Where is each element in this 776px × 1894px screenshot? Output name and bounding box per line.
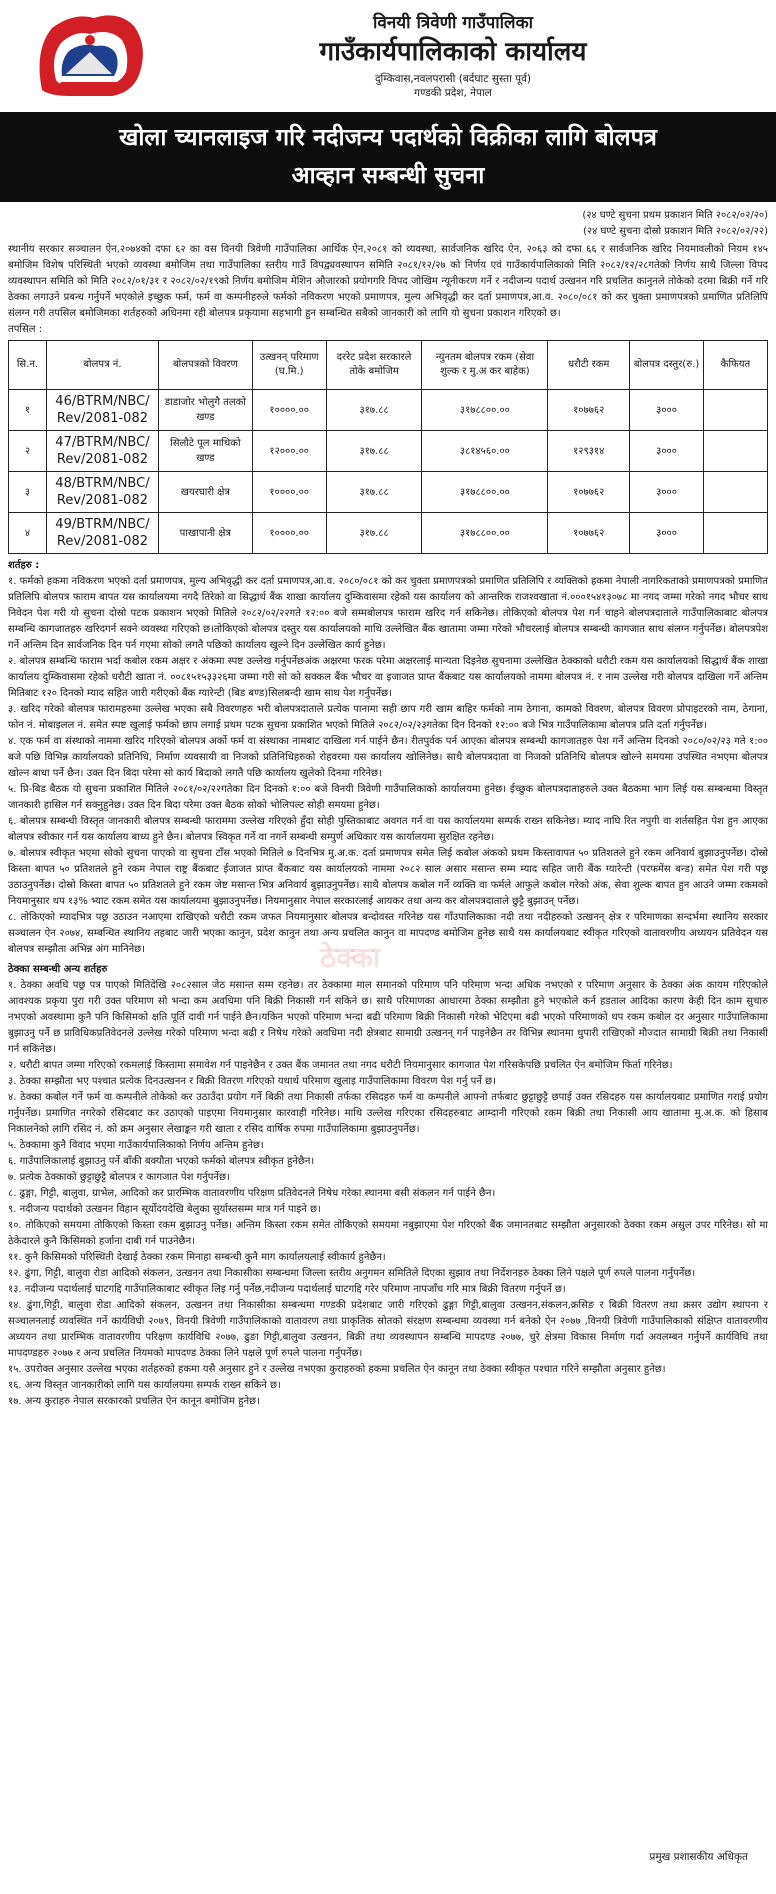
cell-sn: ३	[9, 472, 47, 513]
term-text: अन्य कुराहरु नेपाल सरकारको प्रचलित ऐन कानून बमोजिम हुनेछ।	[24, 1396, 260, 1407]
term-number: ६.	[8, 816, 17, 827]
other-term-item	[8, 1138, 768, 1154]
term-item	[8, 702, 768, 734]
cell-deposit: १०७७६२	[548, 472, 630, 513]
other-term-item	[8, 1266, 768, 1282]
term-number: ५.	[8, 784, 17, 795]
term-number: १.	[8, 980, 17, 991]
term-text: बोलपत्र सम्बन्धी विस्तृत जानकारी बोलपत्र सम्बन्धी फाराममा उल्लेख गरिएको हुँदा सोही पुस्तिकाबाट अवगत गर्न वा यस कार्यालयमा सम्पर्क राख्न सकिनेछ। म्याद नाघि रित नपुगी वा शर्तसहित पेश हुन आएका बोलपत्र स्वीकार गर्न यस कार्यालय बाध्य हुने छैन। बोलपत्र स्विकृत गर्ने वा नगर्ने सम्बन्धी सम्पुर्ण अधिकार यस कार्यालयमा सुरक्षित रहनेछ।	[8, 816, 768, 843]
cell-rate: ३१७.८८	[326, 513, 422, 554]
table-row	[9, 472, 768, 513]
cell-deposit: १०७७६२	[548, 390, 630, 431]
office-name: गाउँकार्यपालिकाको कार्यालय	[319, 37, 587, 67]
cell-deposit: १०७७६२	[548, 513, 630, 554]
term-text: ढुंगा, गिट्टी, बालुवा रोडा आदिको संकलन, उत्खनन तथा निकासीका सम्बन्धमा जिल्ला स्तरीय अनुगमन समितिले दिएका सुझाव तथा निर्देशनहरु ठेक्का लिने पक्षले पूर्ण रुपले पालना गर्नुपर्नेछ।	[24, 1268, 696, 1279]
term-text: तोकिएको समयमा तोकिएको किस्ता रकम बुझाउनु पर्नेछ। अन्तिम किस्ता रकम समेत तोकिएको समयमा नबुझाएमा पेश गरिएको बैंक जमानतबाट सम्झौता अनुसारको ठेक्का रकम असुल उपर गरिनेछ। सो मा ठेकेदारले कुनै किसिमको हर्जाना दाबी गर्न पाउनेछैन।	[8, 1220, 769, 1247]
other-term-item	[8, 1218, 768, 1250]
cell-quantity: १२०००.००	[252, 431, 326, 472]
cell-bid-no: 49/BTRM/NBC/ Rev/2081-082	[46, 513, 158, 554]
term-number: १२.	[8, 1268, 22, 1279]
term-text: खरिद गरेको बोलपत्र फारामहरुमा उल्लेख भएका सबै विवरणहरु भरी बोलपत्रदाताले प्रत्येक पानामा सही छाप गरी खाम बाहिर फर्मको नाम ठेगाना, कामको विवरण, बोलपत्र विवरण प्रोपाइटरको नाम, ठेगाना, फोन नं. मोबाइलल नं. समेत स्पष्ट खुलाई फर्मको छाप लगाई प्रथम पटक सुचना प्रकाशित भएको मितिले २०८२/०२/२३गतेका दिन दिनको १२:०० बजे भित्र गाउँपालिकामा बोलपत्र प्रति दर्ता गर्नुपर्नेछ।	[8, 704, 768, 731]
term-item	[8, 654, 768, 702]
cell-remarks	[704, 472, 768, 513]
cell-min-bid: ३१७८८००.००	[422, 472, 548, 513]
term-text: बोलपत्र सम्बन्धि फाराम भर्दा कबोल रकम अक्षर र अंकमा स्पष्ट उल्लेख गर्नुपर्नेछअंक अक्षरमा फरक परेमा अक्षरलाई मान्यता दिइनेछ सुचनामा उल्लेखित ठेक्काको धरौटी रकम यस कार्यालयको सिद्धार्थ बैंक शाखा कार्यालय दुम्किवासमा रहेको धरौटी खाता नं. ००८१५१५३३२६मा जम्मा गरी सो को सक्कल बैंक भौचर वा इजाजत प्राप्त बैंकबाट यस कार्यालयको नाममा बोलपत्र नं. र नाम उल्लेख गरी बोलपत्र दाखिला गर्ने अन्तिम मितिबाट १२० दिनको म्याद सहित जारी गरीएको बैंक ग्यारेन्टी (बिड बण्ड)सिलबन्दी खाम साथ पेश गर्नुपर्नेछ।	[8, 656, 768, 699]
col-header-min-bid: न्युनतम बोलपत्र रकम (सेवा शुल्क र मु.अ कर बाहेक)	[422, 341, 548, 390]
term-text: ढुङ्गा, गिट्टी, बालुवा, ग्राभेल, आदिको कर प्रारम्भिक वातावरणीय परिक्षण प्रतिवेदनले निषेध गरेका स्थानमा बसी संकलन गर्न पाईने छैन।	[19, 1188, 496, 1199]
municipality-emblem-icon	[30, 10, 150, 102]
term-number: ८.	[8, 912, 17, 923]
term-item	[8, 814, 768, 846]
terms-list	[0, 574, 776, 958]
notice-title-banner	[0, 112, 776, 202]
term-text: कुनै किसिमको परिस्थिती देखाई ठेक्का रकम मिनाहा सम्बन्धी कुनै माग कार्यालयलाई स्वीकार्य हुनेछैन।	[24, 1252, 386, 1263]
term-number: ९.	[8, 1204, 17, 1215]
province-line: गण्डकी प्रदेश, नेपाल	[414, 87, 492, 99]
cell-description: डाडाजोर भोलुगै तलको खण्ड	[158, 390, 252, 431]
second-publication-date: (२४ घण्टे सुचना दोस्रो प्रकाशन मिति २०८२/०२/२२)	[583, 226, 768, 237]
bid-lots-table	[8, 340, 768, 554]
cell-sn: १	[9, 390, 47, 431]
intro-paragraph: स्थानीय सरकार सञ्चालन ऐन,२०७४को दफा ६२ का वस विनयी त्रिवेणी गाउँपालिका आर्थिक ऐन,२०८१ को व्यवस्था, सार्वजनिक खरिद ऐन, २०६३ को दफा ६६ र सार्वजनिक खरिद नियमावलीको नियम १४५ बमोजिम विशेष परिस्थिती भएको व्यवस्था बमोजिम तथा गाउँपालिका स्तरीय गाउँ विपद्व्यवस्थापन समिति २०८१/१२/२७ को निर्णय एवं गाउँकार्यपालिकाको मिति २०८२/१२/२८गतेको निर्णय साथै जिल्ला विपद व्यवस्थापन समिति को मिति २०८२/०१/३१ र २०८२/०२/१९को निर्णय बमोजिम मेशिन औजारको प्रयोगगरि विपद जोखिम न्यूनीकरण गर्ने र नदीजन्य पदार्थ उत्खनन गरि प्रचलित कानुनले तोकेको दरमा बिक्री गर्ने गरि ठेक्का लगाउने प्रबन्ध गर्नुपर्ने भएकोले इच्छुक फर्म, फर्म वा कम्पनीहरुले फर्मको नविकरण भएको प्रमाणपत्र, मुल्य अभिवृद्धी कर दर्ता प्रमाणपत्र,आ.व. २०८०/०८१ को कर चुक्ता प्रमाणपत्रको प्रमाणित प्रतिलिपि संलग्न गरी तपसिल बमोजिमका शर्तहरुको अधिनमा रही बोलपत्र प्रकृयामा सहभागी हुन सम्बन्धित सबैको जानकारी को लागि यो सुचना प्रकाशन गरिएको छ।	[8, 244, 768, 319]
term-text: प्रि-बिड बैठक यो सुचना प्रकाशित मितिले २०८१/०२/२२गतेका दिन दिनको १:०० बजे विनयी त्रिवेणी गाउँपालिकाको कार्यालयमा हुनेछ। ईच्छुक बोलपत्रदाताहरुले उक्त बैठकमा भाग लिई यस सम्बन्धमा विस्तृत जानकारी हासिल गर्न सक्नुहुनेछ। उक्त दिन बिदा परेमा उक्त बैठक सोको भोलिपल्ट सोही समयमा हुनेछ।	[8, 784, 768, 811]
col-header-deposit: धरौटी रकम	[548, 341, 630, 390]
cell-fee: ३०००	[630, 513, 704, 554]
term-text: बोलपत्र स्वीकृत भएमा सोको सुचना पाएको वा सुचना टाँस भएको मितिले ७ दिनभित्र मु.अ.क. दर्ता प्रमाणपत्र समेत लिई कबोल अंकको प्रथम किस्तावापत ५० प्रतिशतले हुने रकम अनिवार्य बुझाउनुपर्नेछ। दोस्रो किस्ता बापत ५० प्रतिशतले हुने रकम नेपाल राष्ट्र बैंकबाट ईजाजत प्राप्त बैंकबाट यस कार्यालयको नाममा २०८२ साल असार मसान्त सम्म म्याद सहित जारी बैंक ग्यारेन्टी (परफमेंस बन्ड) समेत पेश गरी पछ्र उठाउनुपर्नेछ। दोस्रो किस्ता बापत ५० प्रतिशतले हुने रकम जेष्ट मसान्त भित्र अनिवार्य बुझाउनुपर्नेछ। साथै बोलपत्र कबोल गर्ने व्यक्ति वा फर्मले आफुले कबोल गरेको अंक, सेवा शुल्क बापत हुन आउने जम्मा रकमको नियमानुसार थप १३% भ्याट रकम समेत यस कार्यालयमा बुझाउनुपर्नेछ। नियमानुसार नेपाल सरकारलाई आयकर तथा अन्य कर बोलपत्रदाताले छुट्टै बुझाउन् पर्नेछ।	[8, 848, 768, 907]
term-item	[8, 782, 768, 814]
col-header-bid-no: बोलपत्र नं.	[46, 341, 158, 390]
term-text: नदीजन्य पदार्थलाई घाटगद्दि गाउँपालिकाबाट स्वीकृत लिइ गर्नु पर्नेछ,नदीजन्य पदार्थलाई घाटगद्दि गरेर परिमाण नापजाँच गरि मात्र बिक्री वितरण गर्नुपर्ने छ।	[24, 1284, 566, 1295]
other-term-item	[8, 1394, 768, 1410]
cell-fee: ३०००	[630, 390, 704, 431]
other-term-item	[8, 1378, 768, 1394]
municipality-name: विनयी त्रिवेणी गाउँपालिका	[372, 13, 534, 33]
terms-heading: शर्तहरु :	[8, 560, 40, 571]
cell-bid-no: 46/BTRM/NBC/ Rev/2081-082	[46, 390, 158, 431]
cell-quantity: १००००.००	[252, 390, 326, 431]
letterhead	[0, 0, 776, 110]
term-number: १०.	[8, 1220, 22, 1231]
cell-rate: ३१७.८८	[326, 431, 422, 472]
cell-quantity: १००००.००	[252, 472, 326, 513]
term-number: ३.	[8, 1076, 17, 1087]
term-number: ११.	[8, 1252, 22, 1263]
term-number: ३.	[8, 704, 17, 715]
term-number: १५.	[8, 1364, 22, 1375]
other-terms-list	[0, 978, 776, 1410]
publication-dates	[0, 202, 776, 240]
term-number: १७.	[8, 1396, 22, 1407]
term-number: १६.	[8, 1380, 22, 1391]
other-term-item	[8, 978, 768, 1058]
col-header-rate: दररेट प्रदेश सरकारले तोके बमोजिम	[326, 341, 422, 390]
term-number: ७.	[8, 848, 17, 859]
other-term-item	[8, 1058, 768, 1074]
term-item	[8, 574, 768, 654]
term-item	[8, 734, 768, 782]
other-term-item	[8, 1074, 768, 1090]
term-number: १४.	[8, 1300, 22, 1311]
term-number: ५.	[8, 1140, 17, 1151]
term-text: ठेक्का अवधि पछ्र पत्र पाएको मितिदेखि २०८२साल जेठ मसान्त सम्म रहनेछ। तर ठेक्कामा माल समानको परिमाण पनि परिमाण भन्दा अधिक नभएको र परिमाण अनुसार के ठेक्का अंक कायम गरिएकोले आवश्यक प्रकृया पुरा गरी उक्त परिमाण सो भन्दा कम अवधिमा पनि बिक्री निकासी गर्न सकिने छ। साथै परिमाणका आधारमा ठेक्का सम्झौता हुने भएकोले कर्न हडताल आदिका कारण केही दिन काम सुचारु नभएको अवस्थामा कुनै पनि किसिमको क्षति पूर्ति दावी गर्न पाईने छैन।यकिन भएको परिमाण भन्दा बढी परिमाण बिक्री निकासी गरेको भेटिएमा बढी भएको परिमाणको थप रकम कबोल दर अनुसार गाउँपालिकामा बुझाउनु पर्ने छ प्राविधिकप्रतिवेदनले उल्लेख गरेको परिमाण भन्दा बढी र निषेध गरेको अवधिमा नदी क्षेत्रबाट सामाग्री उत्खनन् गर्न पाइनेछैन तर विभिन्न स्थानमा थुपारी राखिएको मौज्दात सामाग्री बिक्री तथा निकासी गर्न सकिनेछ।	[8, 980, 768, 1055]
term-item	[8, 846, 768, 910]
cell-min-bid: ३८१४५६०.००	[422, 431, 548, 472]
first-publication-date: (२४ घण्टे सुचना प्रथम प्रकाशन मिति २०८२/०२/२०)	[582, 210, 768, 221]
term-number: २.	[8, 1060, 17, 1071]
table-row	[9, 513, 768, 554]
other-term-item	[8, 1090, 768, 1138]
cell-rate: ३१७.८८	[326, 390, 422, 431]
cell-rate: ३१७.८८	[326, 472, 422, 513]
term-number: १३.	[8, 1284, 22, 1295]
term-text: नदीजन्य पदार्थको उत्खनन विहान सूर्योदयदेखि बेलुका सुर्यास्तसम्म मात्र गर्न पाइने छ।	[19, 1204, 321, 1215]
term-text: प्रत्येक ठेक्काको छुट्टाछुट्टै बोलपत्र र कागजात पेश गर्नुपर्नेछ।	[19, 1172, 230, 1183]
table-row	[9, 390, 768, 431]
term-text: तोकिएको म्यादभित्र पछ्र उठाउन नआएमा राखिएको धरौटी रकम जफत नियमानुसार बोलपत्र बन्दोवस्त गरिनेछ यस गाँउपालिकाका नदी तथा नदीहरुको उत्खनन् क्षेत्र र परिमाणका सन्दर्भमा स्थानिय सरकार सञ्चालन ऐन २०७४, सम्बन्धित स्थानिय तहबाट जारी भएका कानुन, प्रदेश कानुन तथा अन्य प्रचलित कानुन वा मापदण्ड बमोजिम हुनेछ साथै यस कार्यालयबाट स्वीकृत गरिएको वातावरणीय अध्ययन प्रतिवेदन यस बोलपत्र सम्झौता अभिन्न अंग मानिनेछ।	[8, 912, 768, 955]
other-terms-heading: ठेक्का सम्बन्धी अन्य शर्तहरु	[8, 964, 108, 975]
other-term-item	[8, 1298, 768, 1362]
other-term-item	[8, 1250, 768, 1266]
office-title-block	[150, 12, 756, 100]
schedule-label: तपसिल :	[8, 324, 43, 335]
term-text: ठेक्का सम्झौता भए पश्चात प्रत्येक दिनउत्खनन र बिक्री वितरण गरिएको यथार्थ परिमाण खुलाइ गाउँपालिकामा विवरण पेश गर्नु पर्ने छ।	[19, 1076, 496, 1087]
cell-bid-no: 48/BTRM/NBC/ Rev/2081-082	[46, 472, 158, 513]
term-text: एक फर्म वा संस्थाको नाममा खरिद गरिएको बोलपत्र अर्को फर्म वा संस्थाका नामबाट दाखिला गर्न पाईने छैन। रीतपुर्वक पर्न आएका बोलपत्र सम्बन्धी कागजातहरु पेश गर्ने अन्तिम दिनको २०८०/०२/२३ गते १:०० बजे पछि विभिन्न कार्यालयको प्रतिनिधि, निर्माण व्यवसायी वा निजको प्रतिनिधिहरुको रोहवरमा यस कार्यालय खोलिनेछ। साथै बोलपत्रदाता वा निजको प्रतिनिधि बोलपत्र खोल्ने समयमा उपस्थित नभएमा बोलपत्र खोल्न बाधा पर्ने छैन। उक्त दिन बिदा परेमा सो कार्य बिदाको लगतै पछि कार्यालय खुलेको दिनमा गरिनेछ।	[8, 736, 768, 779]
cell-fee: ३०००	[630, 431, 704, 472]
term-text: उपरोक्त अनुसार उल्लेख भएका शर्तहरुको हकमा यसै अनुसार हुने र उल्लेख नभएका कुराहरुको हकमा प्रचलित ऐन कानून तथा ठेक्का स्वीकृत पश्चात गरिने सम्झौता अनुसार हुनेछ।	[24, 1364, 666, 1375]
term-text: ठेक्का कबोल गर्ने फर्म वा कम्पनीले तोकेको कर उठाउँदा प्रयोग गर्ने बिक्री तथा निकासी तर्फका रसिदहरु फर्म वा कम्पनीले आफ्नो तर्फबाट छुट्टाछुट्टै छपाई उक्त रसिदहरु यस कार्यालयबाट प्रमाणित गराई प्रयोग गर्नुपर्नेछ। प्रमाणित नगरेको रसिदबाट कर उठाएको पाइएमा नियमानुसार कारवाही गरिनेछ। माथि उल्लेख गरिएका रसिदहरुबाट आम्दानी गरिएको रकम बिक्री तथा निकासी आय खातामा मु.अ.क. को हिसाब निकालनेको लागि रसिद नं. को क्रम अनुसार लेखाङ्कन गरी खाता र रसिद वार्षिक रुपमा गाउँपालिकामा बुझाउनुपर्नेछ।	[8, 1092, 768, 1135]
term-item	[8, 910, 768, 958]
term-number: ८.	[8, 1188, 17, 1199]
other-term-item	[8, 1362, 768, 1378]
cell-deposit: १२९३१४	[548, 431, 630, 472]
other-term-item	[8, 1282, 768, 1298]
other-term-item	[8, 1202, 768, 1218]
office-address: दुम्किवास,नवलपरासी (बर्दघाट सुस्ता पूर्व)	[374, 73, 532, 85]
term-text: अन्य विस्तृत जानकारीको लागि यस कार्यालयमा सम्पर्क राख्न सकिने छ।	[24, 1380, 281, 1391]
cell-bid-no: 47/BTRM/NBC/ Rev/2081-082	[46, 431, 158, 472]
cell-remarks	[704, 390, 768, 431]
watermark: ठेक्का	[320, 941, 381, 974]
term-number: ६.	[8, 1156, 17, 1167]
cell-description: सिलौटे पूल माथिको खण्ड	[158, 431, 252, 472]
col-header-sn: सि.न.	[9, 341, 47, 390]
term-number: ४.	[8, 1092, 17, 1103]
table-row	[9, 431, 768, 472]
banner-line-1: खोला च्यानलाइज गरि नदीजन्य पदार्थको विक्रीका लागि बोलपत्र	[119, 123, 657, 151]
cell-fee: ३०००	[630, 472, 704, 513]
term-text: ढुंगा,गिट्टी, बालुवा रोडा आदिको संकलन, उत्खनन तथा निकासीका सम्बन्धमा गण्डकी प्रदेशबाट जारी गरिएको ढुङ्गा गिट्टी,बालुवा उत्खनन,संकलन,क्रसिङ र बिक्री वितरण तथा क्रसर उद्योग स्थापना र सञ्चालनलाई व्यवस्थित गर्ने कार्यविधी २०७९, विनयी त्रिवेणी गाउँपालिकाको वातावरण तथा प्राकृतिक स्रोतको संरक्षण सम्बन्धमा व्यवस्था गर्न बनेको ऐन २०७७ ,विनयी त्रिवेणी गाउँपालिकाको संक्षिप्त वातावरणीय अध्ययन तथा प्रारम्भिक वातावरणीय परिक्षण कार्यविधि २०७७, ढुङा गिट्टी,बालुवा उत्खनन, बिक्री तथा व्यवस्थापन सम्बन्धि मापदण्ड २०७७, चुरे क्षेत्रमा विकास निर्माण गर्दा अवलम्बन गर्नुपर्ने कार्यविधि तथा मापदण्डहरु २०७७ र अन्य प्रचलित नियमको मापदण्ड ठेक्का लिने पक्षले पूर्ण रुपले पालना गर्नुपर्नेछ।	[8, 1300, 768, 1359]
term-number: ४.	[8, 736, 17, 747]
cell-quantity: १००००.००	[252, 513, 326, 554]
term-text: धरौटी बापत जम्मा गरिएको रकमलाई किस्तामा समावेश गर्न पाइनेछैन र उक्त बैंक जमानत तथा नगद धरौटी नियमानुसार कागजात पेश गरिसकेपछि प्रचलित ऐन बमोजिम फिर्ता गरिनेछ।	[19, 1060, 673, 1071]
cell-min-bid: ३१७८८००.००	[422, 390, 548, 431]
col-header-remarks: कैफियत	[704, 341, 768, 390]
other-term-item	[8, 1186, 768, 1202]
term-number: ७.	[8, 1172, 17, 1183]
cell-remarks	[704, 431, 768, 472]
other-term-item	[8, 1170, 768, 1186]
term-text: गाउँपालिकालाई बुझाउनु पर्ने बाँकी बक्यौता भएको फर्मको बोलपत्र स्वीकृत हुनेछैन।	[19, 1156, 315, 1167]
cell-description: पाखापानी क्षेत्र	[158, 513, 252, 554]
cell-sn: २	[9, 431, 47, 472]
other-term-item	[8, 1154, 768, 1170]
cell-description: खयरघारी क्षेत्र	[158, 472, 252, 513]
col-header-quantity: उत्खनन् परिमाण (घ.मि.)	[252, 341, 326, 390]
cell-remarks	[704, 513, 768, 554]
cell-sn: ४	[9, 513, 47, 554]
cell-min-bid: ३१७८८००.००	[422, 513, 548, 554]
term-number: १.	[8, 576, 17, 587]
col-header-description: बोलपत्रको विवरण	[158, 341, 252, 390]
col-header-fee: बोलपत्र दस्तुर(रु.)	[630, 341, 704, 390]
signatory-title: प्रमुख प्रशासकीय अधिकृत	[649, 1851, 748, 1863]
term-text: फर्मको हकमा नविकरण भएको दर्ता प्रमाणपत्र, मुल्य अभिवृद्धी कर दर्ता प्रमाणपत्र,आ.व. २०८०/०८१ को कर चुक्ता प्रमाणपत्रको प्रमाणित प्रतिलिपि र व्यक्तिको हकमा नेपाली नागरिकताको प्रमाणपत्रको प्रमाणित प्रतिलिपि बोलपत्र फाराम बापत यस कार्यालयमा नगदै तिरेको वा सिद्धार्थ बैंक शाखा कार्यालय दुम्किवासमा रहेको यस कार्यालय को आन्तरिक राजश्वखाता नं.०००१५४१३०७८ मा नगद जम्मा गरेको नगद भौचर साथ निवेदन पेश गरी यो सुचना दोस्रो पटक प्रकाशन भएको मितिले २०८२/०२/२२गते १२:०० बजे सम्मबोलपत्र फाराम खरिद गर्न सकिनेछ। तोकिएको बोलपत्र पेश गर्न चाहने बोलपत्रदाताले गाउँपालिकाबाट बोलपत्र सम्बन्धि कागजातहरु खरिदगर्न सक्ने व्यवस्था गरिएको छ।तोकिएको बोलपत्र दस्तुर यस कार्यालयको माथि उल्लेखित बैंक खातामा जम्मा गरेको भौचरलाई बोलपत्र सम्बन्धी कागजात साथ संलग्न गर्नुपर्नेछ। बोलपत्रपेश गर्ने अन्तिम दिन सार्वजनिक दिन पर्न गएमा सोको लगतै पछिको कार्यालय खुल्ने दिन उल्लेखित कार्य हुनेछ।	[8, 576, 768, 651]
table-header-row	[9, 341, 768, 390]
banner-line-2: आव्हान सम्बन्धी सुचना	[291, 161, 485, 189]
term-number: २.	[8, 656, 17, 667]
term-text: ठेक्कामा कुनै विवाद भएमा गाउँकार्यपालिकाको निर्णय अन्तिम हुनेछ।	[19, 1140, 264, 1151]
